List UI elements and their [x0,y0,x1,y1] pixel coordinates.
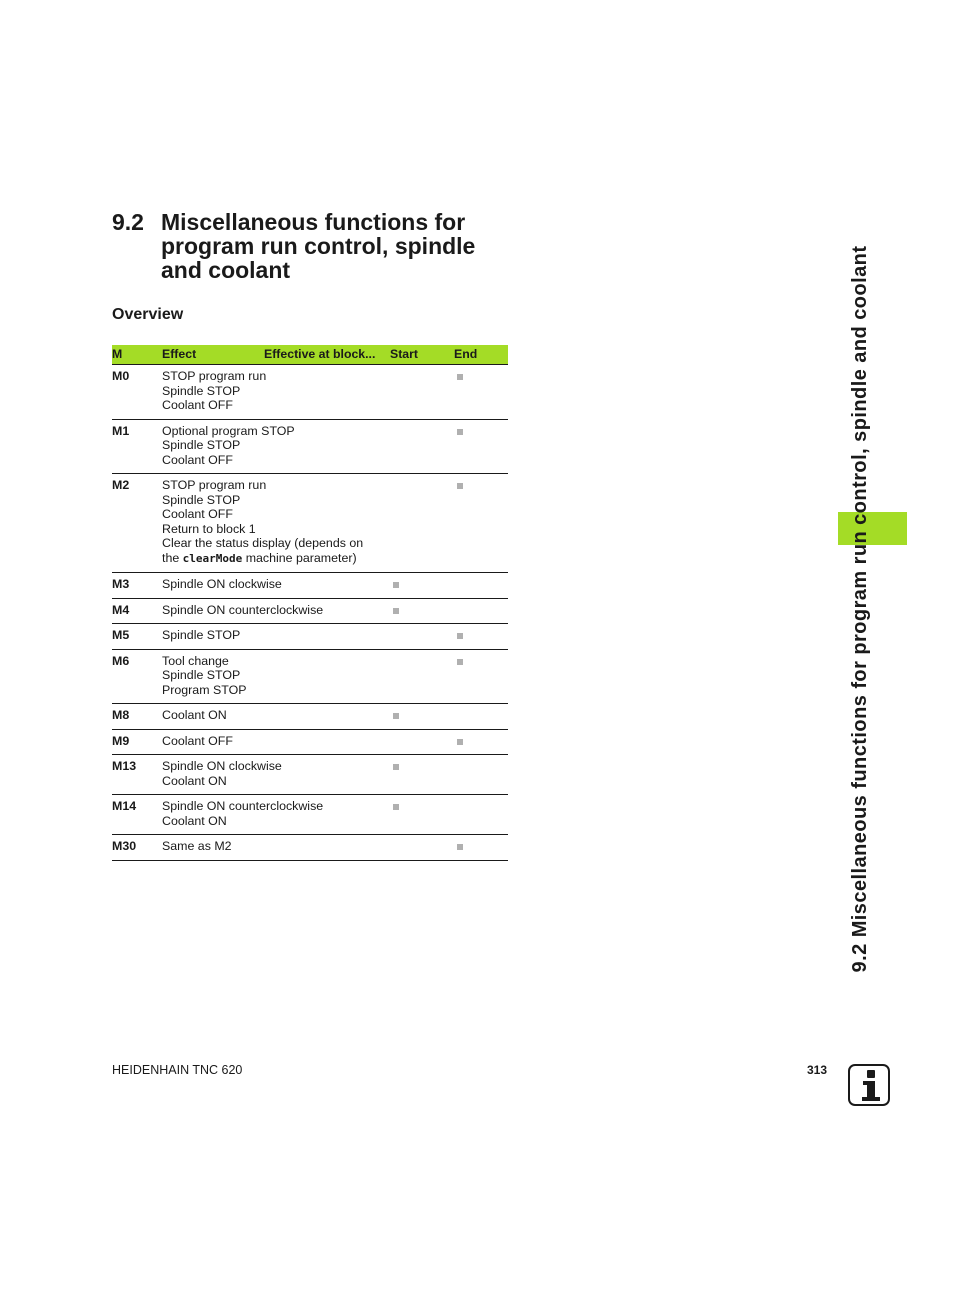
effect-line: Coolant ON [162,773,227,788]
m-function-table [112,345,508,861]
square-marker-icon [393,582,399,588]
effect-line: Spindle STOP [162,628,241,642]
cell-m-code: M8 [112,704,162,730]
effect-line: Spindle STOP [162,383,241,398]
effect-line: Clear the status display (depends on [162,536,364,550]
effect-line: Spindle STOP [162,438,241,452]
cell-effect [162,649,390,704]
cell-effect [162,474,390,573]
square-marker-icon [393,713,399,719]
cell-end [454,624,508,650]
effect-line: Tool change [162,653,229,668]
effect-line [162,551,390,567]
effect-line: Program STOP [162,682,247,697]
cell-start [390,474,454,573]
table-row [112,474,508,573]
info-icon-dot [867,1070,875,1078]
effect-line: Optional program STOP [162,423,295,438]
section-title-line: program run control, spindle [161,233,476,259]
cell-end [454,729,508,755]
cell-m-code: M14 [112,795,162,835]
cell-m-code: M2 [112,474,162,573]
cell-end [454,598,508,624]
cell-m-code: M5 [112,624,162,650]
cell-m-code: M6 [112,649,162,704]
cell-end [454,365,508,420]
cell-effect [162,573,390,599]
table-row [112,573,508,599]
cell-m-code: M9 [112,729,162,755]
cell-start [390,573,454,599]
cell-end [454,419,508,474]
cell-start [390,729,454,755]
cell-start [390,835,454,861]
effect-line: STOP program run [162,478,267,492]
cell-end [454,835,508,861]
page-number: 313 [807,1063,828,1077]
effect-line: Return to block 1 [162,521,256,536]
table-row [112,649,508,704]
table-row [112,795,508,835]
effect-line: Coolant ON [162,708,227,722]
effect-line: Spindle ON clockwise [162,577,282,591]
table-row [112,729,508,755]
effect-line: Spindle ON counterclockwise [162,799,324,813]
table-body [112,365,508,861]
parameter-name: clearMode [182,551,243,565]
cell-effect [162,624,390,650]
effect-line: Spindle ON counterclockwise [162,602,324,617]
square-marker-icon [457,374,463,380]
info-icon-stem [865,1081,877,1101]
effect-line: Coolant OFF [162,733,233,748]
effect-line: Coolant OFF [162,507,233,521]
effect-line: Coolant ON [162,813,227,828]
header-m: M [112,346,123,361]
square-marker-icon [457,483,463,489]
table-row [112,624,508,650]
header-start: Start [390,346,419,361]
cell-end [454,755,508,795]
cell-end [454,474,508,573]
effect-line: Coolant OFF [162,452,233,467]
square-marker-icon [457,633,463,639]
cell-start [390,598,454,624]
cell-start [390,624,454,650]
effect-line: Same as M2 [162,839,232,853]
effect-line: Spindle STOP [162,668,241,682]
side-title-container [824,214,896,1004]
table-row [112,704,508,730]
cell-effect [162,365,390,420]
square-marker-icon [393,804,399,810]
info-icon [848,1064,890,1106]
cell-start [390,365,454,420]
effect-line: STOP program run [162,369,267,383]
cell-effect [162,729,390,755]
table-row [112,598,508,624]
section-title-line: and coolant [161,257,291,283]
section-title-line: Miscellaneous functions for [161,209,466,235]
table-row [112,755,508,795]
header-effect: Effect [162,346,197,361]
cell-start [390,704,454,730]
cell-m-code: M3 [112,573,162,599]
table-header-row [112,345,508,365]
cell-end [454,649,508,704]
cell-effect [162,704,390,730]
effect-text: the [162,550,183,565]
cell-m-code: M1 [112,419,162,474]
cell-start [390,649,454,704]
footer-manual-title: HEIDENHAIN TNC 620 [112,1063,243,1077]
square-marker-icon [393,608,399,614]
cell-start [390,755,454,795]
square-marker-icon [457,739,463,745]
cell-effect [162,835,390,861]
cell-m-code: M30 [112,835,162,861]
square-marker-icon [393,764,399,770]
square-marker-icon [457,659,463,665]
cell-end [454,573,508,599]
table-row [112,365,508,420]
section-title [161,210,541,282]
cell-m-code: M13 [112,755,162,795]
table-row [112,835,508,861]
cell-end [454,704,508,730]
subheading: Overview [112,306,184,323]
cell-effect [162,598,390,624]
cell-start [390,795,454,835]
effect-line: Spindle ON clockwise [162,759,282,773]
table-row [112,419,508,474]
cell-m-code: M0 [112,365,162,420]
cell-m-code: M4 [112,598,162,624]
cell-end [454,795,508,835]
header-effective-at-block: Effective at block... [264,346,376,361]
effect-text: machine parameter) [242,550,357,565]
effect-line: Coolant OFF [162,398,233,412]
cell-effect [162,419,390,474]
section-number: 9.2 [112,209,144,235]
square-marker-icon [457,429,463,435]
cell-start [390,419,454,474]
cell-effect [162,795,390,835]
header-end: End [454,346,478,361]
effect-line: Spindle STOP [162,492,241,507]
cell-effect [162,755,390,795]
square-marker-icon [457,844,463,850]
side-title: 9.2 Miscellaneous functions for program run control, spindle and coolant [849,245,871,973]
